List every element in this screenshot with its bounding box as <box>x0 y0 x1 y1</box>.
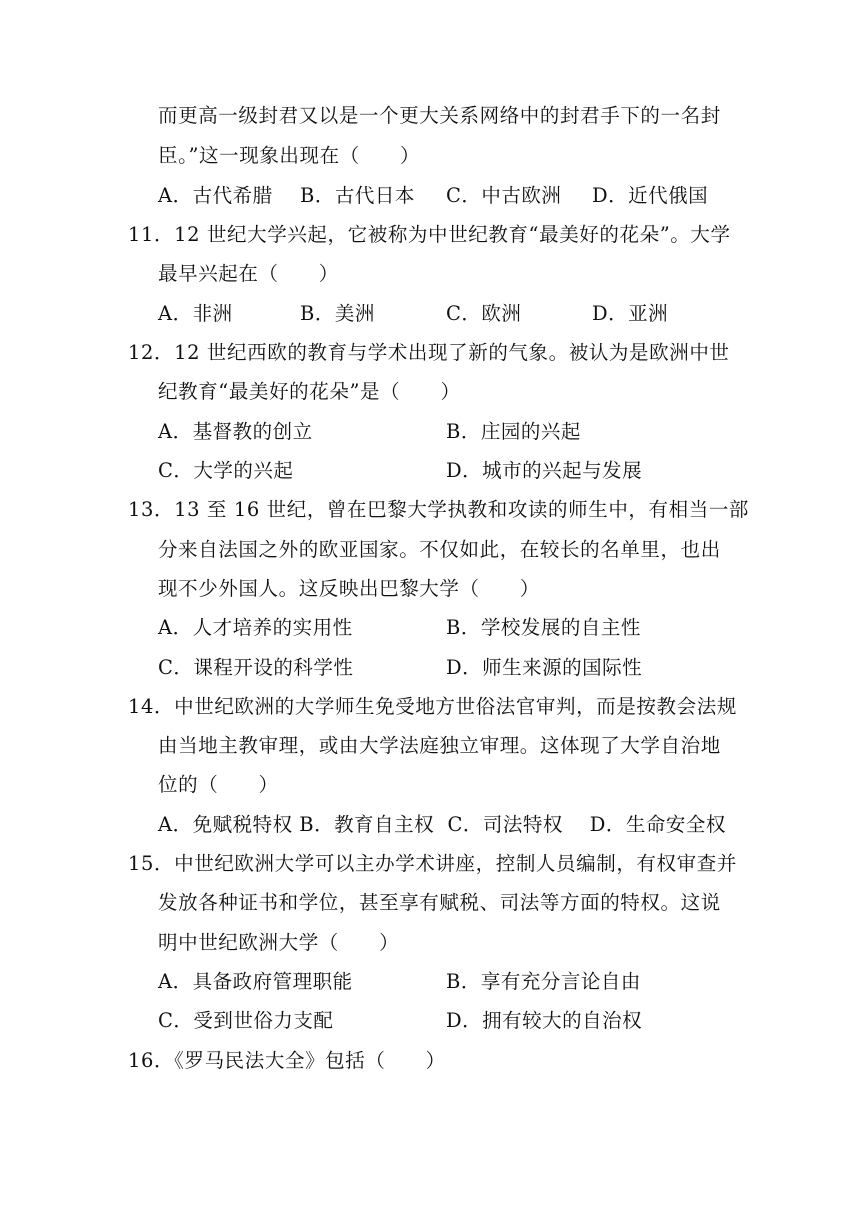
q15-option-b: B．享有充分言论自由 <box>446 970 641 993</box>
q15-stem-line-2: 发放各种证书和学位，甚至享有赋税、司法等方面的特权。这说 <box>158 891 721 914</box>
q12-option-c: C．大学的兴起 <box>158 459 294 482</box>
q13-option-d: D．师生来源的国际性 <box>446 656 643 679</box>
q11-option-a: A．非洲 <box>158 302 233 325</box>
q10-option-a: A．古代希腊 <box>158 184 273 207</box>
q10-stem-line-1: 而更高一级封君又以是一个更大关系网络中的封君手下的一名封 <box>158 104 721 127</box>
q15-option-c: C．受到世俗力支配 <box>158 1009 334 1032</box>
q13-stem-line-2: 分来自法国之外的欧亚国家。不仅如此，在较长的名单里，也出 <box>158 538 721 561</box>
q10-option-c: C．中古欧洲 <box>446 184 562 207</box>
q15-option-a: A．具备政府管理职能 <box>158 970 353 993</box>
q12-option-d: D．城市的兴起与发展 <box>446 459 643 482</box>
q12-option-a: A．基督教的创立 <box>158 420 313 443</box>
q10-option-b: B．古代日本 <box>300 184 415 207</box>
q14-stem-line-2: 由当地主教审理，或由大学法庭独立审理。这体现了大学自治地 <box>158 734 721 757</box>
q13-stem-line-1: 13．13 至 16 世纪，曾在巴黎大学执教和攻读的师生中，有相当一部 <box>128 498 750 521</box>
q14-stem-line-3: 位的（ ） <box>158 773 279 796</box>
q11-option-b: B．美洲 <box>300 302 375 325</box>
q12-option-b: B．庄园的兴起 <box>446 420 581 443</box>
q14-stem-line-1: 14．中世纪欧洲的大学师生免受地方世俗法官审判，而是按教会法规 <box>128 695 737 718</box>
q13-stem-line-3: 现不少外国人。这反映出巴黎大学（ ） <box>158 577 540 600</box>
q10-stem-line-2: 臣。”这一现象出现在（ ） <box>158 144 421 167</box>
q13-option-a: A．人才培养的实用性 <box>158 616 353 639</box>
q15-option-d: D．拥有较大的自治权 <box>446 1009 643 1032</box>
q13-option-b: B．学校发展的自主性 <box>446 616 641 639</box>
q15-stem-line-1: 15．中世纪欧洲大学可以主办学术讲座，控制人员编制，有权审查并 <box>128 852 737 875</box>
q14-options-line: A．免赋税特权 B．教育自主权 C．司法特权 D．生命安全权 <box>158 813 726 836</box>
q11-stem-line-1: 11．12 世纪大学兴起，它被称为中世纪教育“最美好的花朵”。大学 <box>128 223 731 246</box>
q10-option-d: D．近代俄国 <box>592 184 709 207</box>
q12-stem-line-2: 纪教育“最美好的花朵”是（ ） <box>158 380 461 403</box>
q16-stem-line-1: 16．《罗马民法大全》包括（ ） <box>128 1049 446 1072</box>
q11-stem-line-2: 最早兴起在（ ） <box>158 262 339 285</box>
q13-option-c: C．课程开设的科学性 <box>158 656 354 679</box>
q11-option-c: C．欧洲 <box>446 302 522 325</box>
q15-stem-line-3: 明中世纪欧洲大学（ ） <box>158 931 400 954</box>
q11-option-d: D．亚洲 <box>592 302 669 325</box>
q12-stem-line-1: 12．12 世纪西欧的教育与学术出现了新的气象。被认为是欧洲中世 <box>128 341 730 364</box>
